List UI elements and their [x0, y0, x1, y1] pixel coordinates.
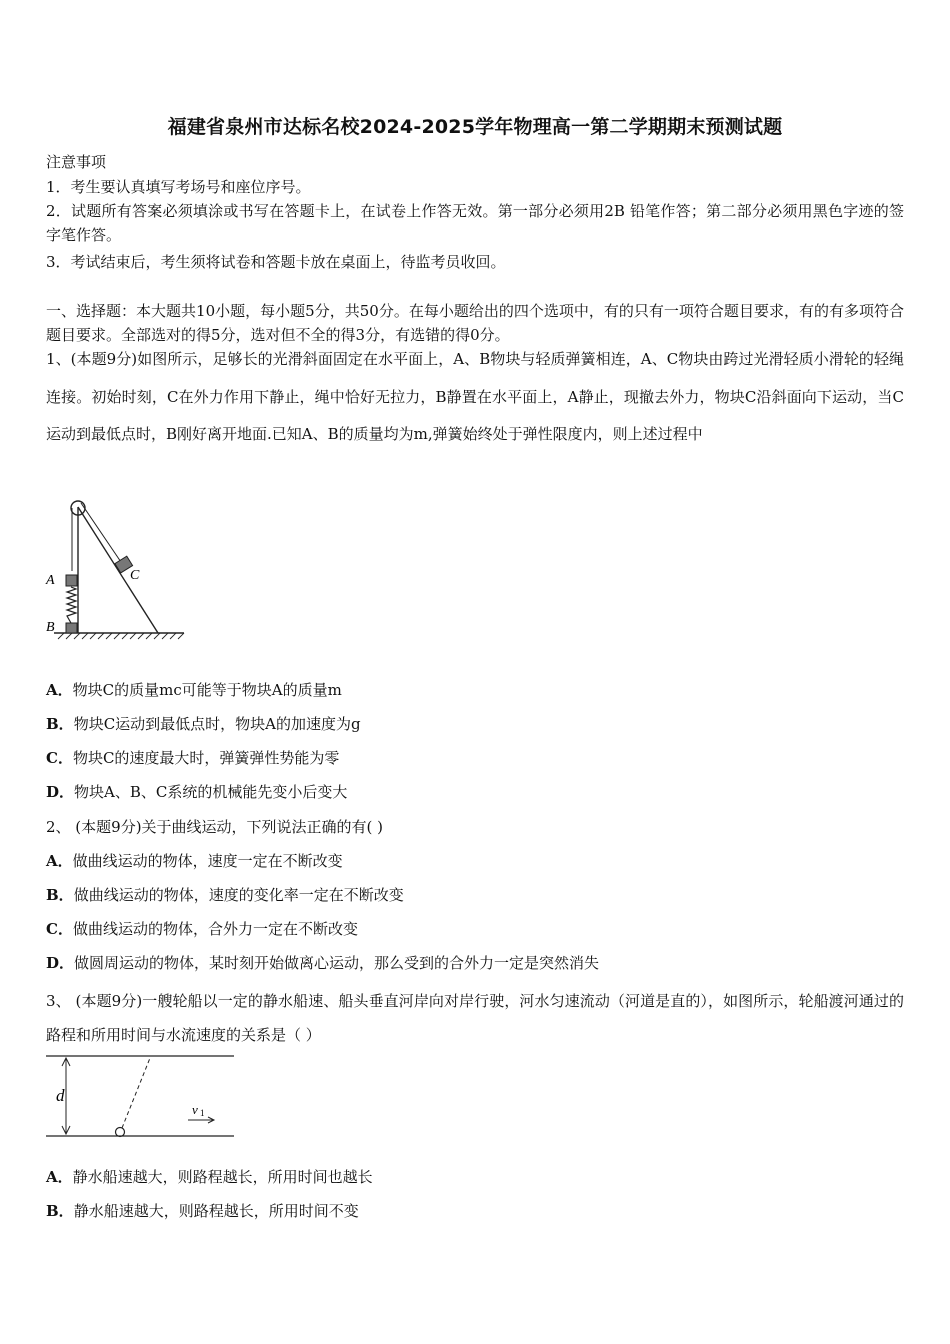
label-v: v — [192, 1102, 198, 1117]
q3-option-b[interactable] — [46, 1201, 359, 1221]
option-text: 做曲线运动的物体，速度的变化率一定在不断改变 — [73, 886, 404, 904]
option-label: B． — [46, 886, 74, 904]
q2-option-d[interactable] — [46, 953, 599, 973]
option-text: 物块C的速度最大时，弹簧弹性势能为零 — [72, 749, 340, 767]
q2-option-b[interactable] — [46, 885, 404, 905]
option-label: B． — [46, 715, 74, 733]
q1-option-c[interactable] — [46, 748, 339, 768]
page-title: 福建省泉州市达标名校2024-2025学年物理高一第二学期期末预测试题 — [167, 116, 783, 138]
question-1-figure — [40, 495, 190, 645]
option-label: C． — [46, 749, 73, 767]
question-1-stem: 1、(本题9分)如图所示，足够长的光滑斜面固定在水平面上，A、B物块与轻质弹簧相连，A、C物块由跨过光滑轻质小滑轮的轻绳连接。初始时刻，C在外力作用下静止，绳中恰好无拉力，B静置在水平面上，A静止，现撤去外力，物块C沿斜面向下运动，当C运动到最低点时，B刚好离开地面.已知A、B的质量均为m,弹簧始终处于弹性限度内，则上述过程中 — [46, 350, 904, 443]
q1-option-d[interactable] — [46, 782, 347, 802]
option-text: 静水船速越大，则路程越长，所用时间不变 — [73, 1202, 359, 1220]
label-a: A — [46, 573, 55, 588]
incline-surface — [78, 507, 158, 633]
boat — [116, 1128, 125, 1137]
q2-option-c[interactable] — [46, 919, 358, 939]
question-3-stem: 3、 (本题9分)一艘轮船以一定的静水船速、船头垂直河岸向对岸行驶，河水匀速流动（河道是直的），如图所示，轮船渡河通过的路程和所用时间与水流速度的关系是（ ） — [46, 992, 904, 1044]
option-label: D． — [46, 954, 75, 972]
boat-path — [122, 1058, 150, 1128]
option-label: A． — [46, 852, 73, 870]
option-text: 做圆周运动的物体，某时刻开始做离心运动，那么受到的合外力一定是突然消失 — [74, 954, 600, 972]
label-v-sub: 1 — [200, 1108, 205, 1118]
notice-item-2: 2．试题所有答案必须填涂或书写在答题卡上，在试卷上作答无效。第一部分必须用2B 铅笔作答；第二部分必须用黑色字迹的签字笔作答。 — [46, 202, 904, 244]
label-d: d — [56, 1086, 65, 1105]
ground-hatching — [58, 633, 184, 639]
option-text: 做曲线运动的物体，速度一定在不断改变 — [72, 852, 343, 870]
section-heading: 一、选择题：本大题共10小题，每小题5分，共50分。在每小题给出的四个选项中，有的只有一项符合题目要求，有的有多项符合题目要求。全部选对的得5分，选对但不全的得3分，有选错的得0分。 — [46, 302, 904, 344]
option-text: 静水船速越大，则路程越长，所用时间也越长 — [72, 1168, 373, 1186]
question-3-figure — [40, 1048, 240, 1144]
question-2-stem: 2、 (本题9分)关于曲线运动，下列说法正确的有( ) — [46, 818, 384, 836]
q3-option-a[interactable] — [46, 1167, 373, 1187]
spring — [67, 587, 76, 623]
option-text: 物块C的质量mc可能等于物块A的质量m — [72, 681, 342, 699]
option-text: 做曲线运动的物体，合外力一定在不断改变 — [72, 920, 358, 938]
option-label: A． — [46, 681, 73, 699]
option-label: A． — [46, 1168, 73, 1186]
option-label: D． — [46, 783, 75, 801]
option-label: C． — [46, 920, 73, 938]
option-text: 物块A、B、C系统的机械能先变小后变大 — [74, 783, 348, 801]
label-c: C — [130, 568, 140, 583]
q1-option-a[interactable] — [46, 680, 342, 700]
notice-item-3: 3．考试结束后，考生须将试卷和答题卡放在桌面上，待监考员收回。 — [46, 253, 506, 271]
q2-option-a[interactable] — [46, 851, 343, 871]
label-b: B — [46, 620, 55, 635]
q1-option-b[interactable] — [46, 714, 361, 734]
notice-heading: 注意事项 — [46, 153, 107, 171]
option-label: B． — [46, 1202, 74, 1220]
rope-incline — [81, 503, 123, 565]
block-a — [66, 575, 77, 586]
notice-item-1: 1．考生要认真填写考场号和座位序号。 — [46, 178, 311, 196]
option-text: 物块C运动到最低点时，物块A的加速度为g — [73, 715, 361, 733]
block-b — [66, 623, 77, 633]
